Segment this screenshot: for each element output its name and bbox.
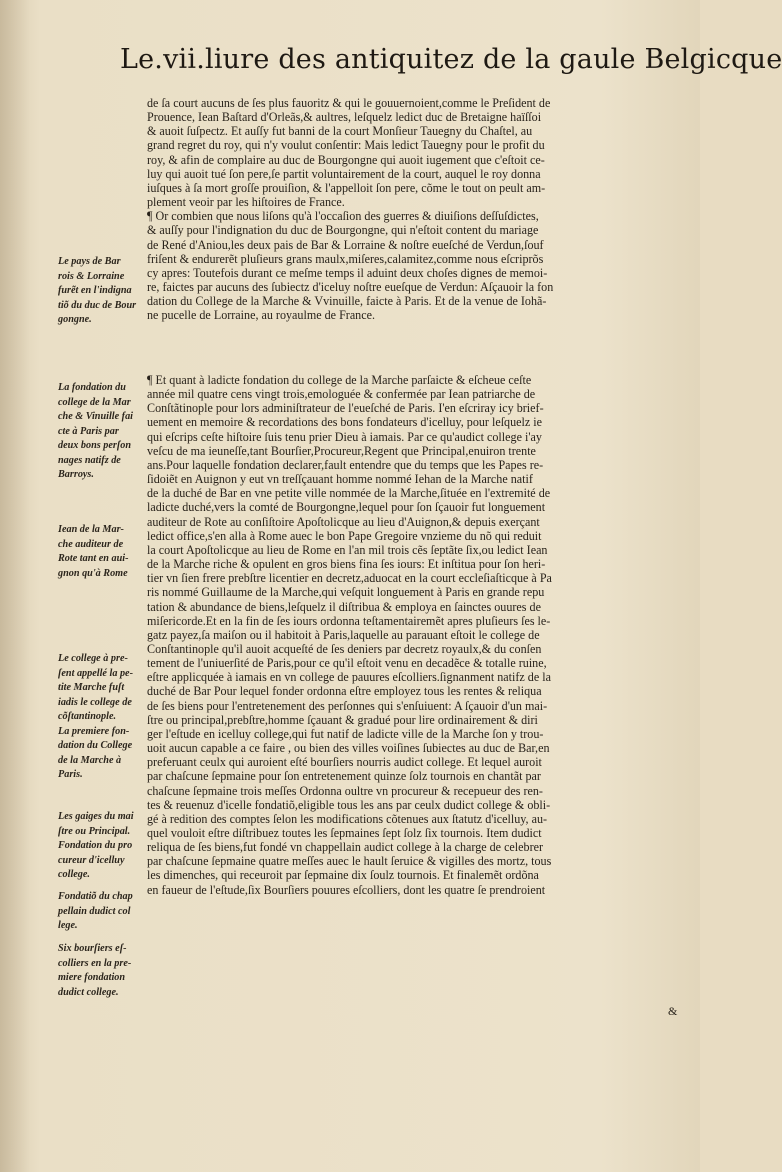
catchword: & <box>668 1004 678 1018</box>
text-line: auditeur de Rote au conſiſtoire Apoſtolicque au lieu d'Auignon,& depuis exerçant <box>147 514 540 529</box>
text-line: chaſcune ſepmaine trois meſſes Ordonna oultre vn procureur & recepueur des ren- <box>147 783 543 798</box>
text-line: par chaſcune ſepmaine quatre meſſes auec le hault ſeruice & vigilles des mortz, tous <box>147 854 552 869</box>
text-line: gongne. <box>58 314 92 325</box>
text-line: & auſſy pour l'indignation du duc de Bourgongne, qui n'eſtoit content du mariage <box>147 223 539 238</box>
main-text-block-2 <box>147 373 685 897</box>
text-line: les dimenches, qui receuroit par ſepmaine dix ſoulz tournois. Et finalemẽt ordõna <box>147 868 539 883</box>
text-line: tes & reuenuz d'icelle fondatiõ,eligible tous les ans par ceulx dudict college & obli- <box>147 797 551 812</box>
margin-note-college-foundation <box>58 381 153 483</box>
text-line: che & Vinuille fai <box>58 411 133 422</box>
text-line: reliqua de ſes biens,fut fondé vn chappellain audict college à la charge de celebrer <box>147 840 543 855</box>
text-line: Barroys. <box>58 469 94 480</box>
text-line: de la duché de Bar en vne petite ville nommée de la Marche,ſituée en l'extremité de <box>147 486 551 501</box>
text-line: de ſa court aucuns de ſes plus fauoritz & qui le gouuernoient,comme le Preſident de <box>147 96 551 110</box>
text-line: quel vouloit eſtre diſtribuez toutes les ſepmaines ſept ſolz ſix tournois. Item dudict <box>147 826 542 840</box>
text-line: Conſtãtinople pour lors adminiſtrateur de l'eueſché de Paris. I'en eſcriray icy brief- <box>147 401 544 416</box>
text-line: veſcu de ma ieuneſſe,tant Bourſier,Procureur,Regent que Principal,enuiron trente <box>147 443 536 458</box>
text-line: ger l'eſtude en icelluy college,qui fut natif de ladicte ville de la Marche ſon y trou- <box>147 726 544 741</box>
text-line: college. <box>58 869 90 880</box>
text-line: rois & Lorraine <box>58 270 125 282</box>
text-line: ne pucelle de Lorraine, au royaulme de France. <box>147 308 375 323</box>
text-line: ſtre ou Principal. <box>58 825 131 837</box>
text-line: college de la Mar <box>58 396 131 408</box>
text-line: che auditeur de <box>58 538 124 550</box>
text-line: ¶ Or combien que nous liſons qu'à l'occaſion des guerres & diuiſions deſſuſdictes, <box>147 209 539 224</box>
text-line: de René d'Aniou,les deux pais de Bar & Lorraine & noſtre eueſché de Verdun,ſouf <box>147 237 544 252</box>
text-line: uement en memoire & recordations des bons fondateurs d'icelluy, pour leſquelz ie <box>147 415 542 430</box>
margin-note-petite-marche <box>58 652 153 783</box>
text-line: Prouence, Iean Baſtard d'Orleãs,& aultres, leſquelz ledict duc de Bretaigne haïſſoi <box>147 110 542 125</box>
text-line: preferuant ceulx qui auroient eſté bourſiers nourris audict college. Et lequel auroit <box>147 755 542 770</box>
text-line: pellain dudict col <box>58 905 131 917</box>
page-gutter-shading <box>0 0 30 1172</box>
text-line: dudict college. <box>58 986 119 998</box>
text-line: Paris. <box>58 769 83 780</box>
text-line: re, faictes par aucuns des ſubiectz d'iceluy noſtre eueſque de Verdun: Aſçauoir la fon <box>147 280 554 295</box>
text-line: ſtre ou principal,prebſtre,homme ſçauant & gradué pour lire ordinairement & diri <box>147 712 538 727</box>
running-title: Le.vii.liure des antiquitez de la gaule Belgicque <box>120 44 782 75</box>
margin-note-bar-lorraine <box>58 255 153 328</box>
text-line: ledict office,s'en alla à Rome auec le bon Pape Gregoire vnzieme du nõ qui reduit <box>147 528 542 543</box>
text-line: gatz payez,ſa maiſon ou il habitoit à Paris,laquelle au parauant eſtoit le college de <box>147 627 540 642</box>
text-line: année mil quatre cens vingt trois,emologuée & confermée par Iean patriarche de <box>147 387 536 402</box>
text-line: plement veoir par les hiſtoires de France. <box>147 195 345 210</box>
text-line: luy qui auoit tué ſon pere,ſe partit voluntairement de la court, auquel le roy donna <box>147 166 541 181</box>
text-line: friſent & endurerẽt pluſieurs grans maulx,miſeres,calamitez,comme nous eſcriprõs <box>147 251 544 266</box>
text-line: la court Apoſtolicque au lieu de Rome en l'an mil trois cẽs ſeptãte ſix,ou ledict Iean <box>147 542 548 557</box>
text-line: ris nommé Guillaume de la Marche,qui veſquit longuement à Paris en grande repu <box>147 585 545 600</box>
text-line: nages natifz de <box>58 454 121 466</box>
text-line: eſtre applicquée à iamais en vn college de pauures eſcolliers.ſignanment natifz de la <box>147 670 551 685</box>
text-line: colliers en la pre- <box>58 957 132 969</box>
text-line: tite Marche fuſt <box>58 682 125 693</box>
text-line: iadis le college de <box>58 696 132 708</box>
text-line: furẽt en l'indigna <box>58 285 132 296</box>
text-line: miſericorde.Et en la fin de ſes iours ordonna teſtamentairemẽt apres pluſieurs ſes le- <box>147 613 551 628</box>
text-line: cureur d'icelluy <box>58 854 125 866</box>
text-line: de la Marche riche & opulent en gros biens fina ſes iours: Et inſtitua pour ſon heri- <box>147 557 546 572</box>
text-line: de la Marche à <box>58 754 122 766</box>
text-line: ſent appellé la pe- <box>58 667 133 679</box>
text-line: gnon qu'à Rome <box>58 567 128 579</box>
text-line: Fondatiõ du chap <box>58 891 133 902</box>
text-line: cy apres: Toutefois durant ce meſme temps il aduint deux choſes dignes de memoi- <box>147 265 548 280</box>
margin-note-gaiges <box>58 810 153 883</box>
text-line: par chaſcune ſepmaine pour ſon entretenement quinze ſolz tournois en chantãt par <box>147 769 541 784</box>
text-line: Six bourſiers eſ- <box>58 943 127 954</box>
text-line: tation & abundance de biens,leſquelz il diſtribua & employa en ſainctes ouures de <box>147 599 541 614</box>
text-line: grand regret du roy, qui n'y voulut conſentir: Mais ledict Tauegny pour le profit du <box>147 138 545 153</box>
text-line: dation du College <box>58 740 133 751</box>
margin-note-iean-de-la-marche <box>58 523 153 581</box>
text-line: gé à redition des comptes ſelon les modifications cõtenues aux ſtatutz d'icelluy, au- <box>147 811 548 826</box>
text-line: tier vn ſien frere prebſtre licentier en decretz,aduocat en la court eccleſiaſticque à Pa <box>147 571 552 586</box>
text-line: ans.Pour laquelle fondation declarer,fault entendre que du temps que les Papes re- <box>147 457 544 472</box>
text-line: iuſques à ſa mort groſſe prouiſion, & l'appelloit ſon pere, cõme le tout on peult am- <box>147 180 546 195</box>
text-line: Le college à pre- <box>58 653 128 664</box>
text-line: miere fondation <box>58 972 126 983</box>
text-line: cõſtantinople. <box>58 711 117 722</box>
text-line: deux bons perſon <box>58 440 132 451</box>
text-line: cte à Paris par <box>58 425 119 437</box>
text-line: Fondation du pro <box>58 840 133 851</box>
text-line: qui eſcrips ceſte hiſtoire ſuis tenu prier Dieu à iamais. Par ce qu'audict college i'ay <box>147 429 542 444</box>
text-line: tement de l'uniuerſité de Paris,pour ce qu'il eſtoit venu en decadẽce & totalle ruine, <box>147 656 547 671</box>
text-line: & auoit ſuſpectz. Et auſſy fut banni de la court Monſieur Tauegny du Chaſtel, au <box>147 124 533 139</box>
text-line: Le pays de Bar <box>58 256 121 267</box>
text-line: uoit aucun capable a ce faire , ou bien des villes voiſines ſubiectes au duc de Bar,en <box>147 741 550 756</box>
margin-note-bourſiers <box>58 942 153 1000</box>
text-line: ſidoiẽt en Auignon y eut vn treſſçauant homme nommé Iehan de la Marche natif <box>147 472 533 487</box>
text-line: Conſtantinople qu'il auoit acqueſté de ſes deniers par decretz royaulx,& du conſen <box>147 641 542 656</box>
margin-note-chappellain <box>58 890 153 934</box>
text-line: Iean de la Mar- <box>58 524 124 535</box>
text-line: duché de Bar Pour lequel fonder ordonna eſtre employez tous les rentes & reliqua <box>147 684 542 699</box>
main-text-block-1 <box>147 96 685 323</box>
text-line: ladicte duché,vers la comté de Bourgongne,lequel pour ſon ſçauoir fut longuement <box>147 500 546 515</box>
text-line: ¶ Et quant à ladicte fondation du college de la Marche parſaicte & eſcheue ceſte <box>147 373 532 387</box>
text-line: Rote tant en aui- <box>58 553 129 564</box>
text-line: lege. <box>58 920 78 931</box>
text-line: en faueur de l'eſtude,ſix Bourſiers pouures eſcolliers, dont les quatre ſe prendroient <box>147 882 546 897</box>
text-line: dation du College de la Marche & Vvinuille, faicte à Paris. Et de la venue de Iohã- <box>147 294 547 309</box>
text-line: Les gaiges du mai <box>58 811 134 822</box>
text-line: La fondation du <box>58 382 126 393</box>
text-line: roy, & afin de complaire au duc de Bourgongne qui auoit iugement que c'eſtoit ce- <box>147 152 545 167</box>
text-line: tiõ du duc de Bour <box>58 299 137 311</box>
text-line: de ſes biens pour l'entretenement des perſonnes qui s'enſuiuent: A ſçauoir d'un mai- <box>147 698 548 713</box>
text-line: La premiere fon- <box>58 725 130 737</box>
